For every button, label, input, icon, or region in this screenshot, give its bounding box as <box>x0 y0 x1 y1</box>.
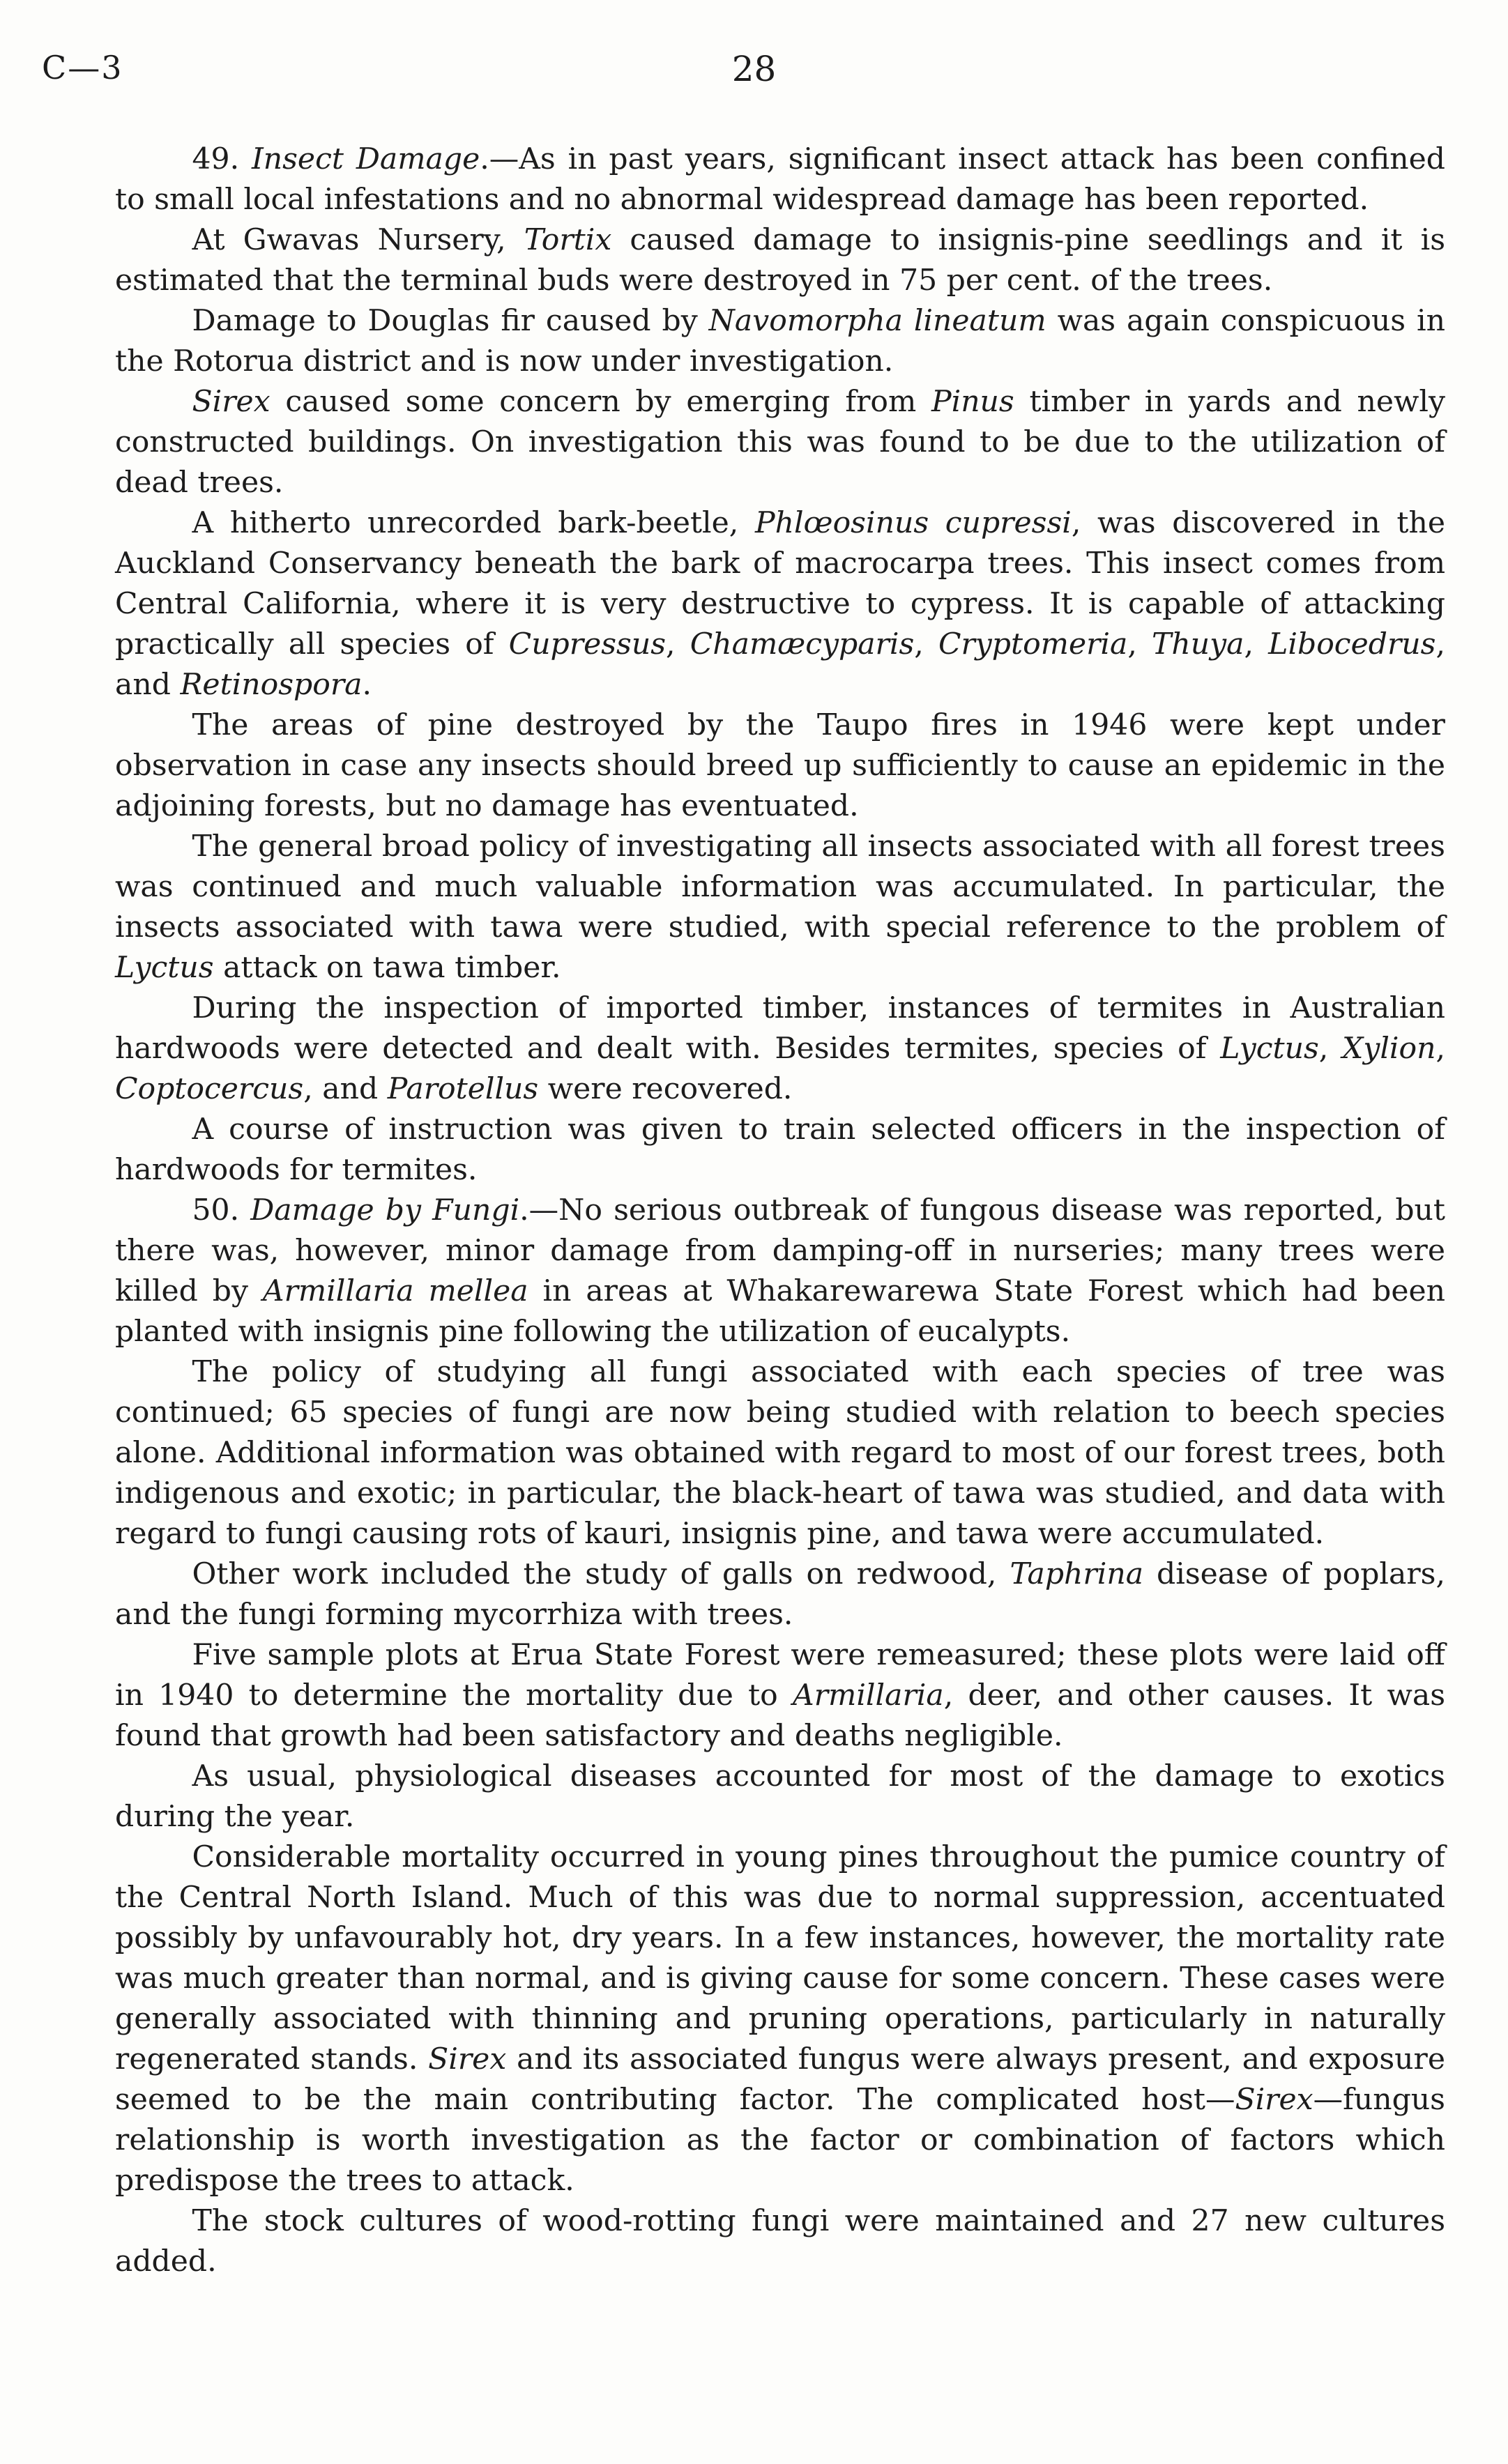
paragraph <box>115 220 1445 301</box>
text-run: were recovered. <box>538 1072 793 1106</box>
italic-term: Retinospora <box>180 668 363 702</box>
text-run: As usual, physiological diseases accounted for most of the damage to exotics during the year. <box>115 1759 1445 1834</box>
text-run: was again conspicuous in the Rotorua district and is now under investigation. <box>115 304 1445 378</box>
paragraph <box>115 1635 1445 1757</box>
paragraph <box>115 988 1445 1110</box>
text-run: timber in yards and newly constructed buildings. On investigation this was found to be due to the utilization of dead trees. <box>115 385 1445 500</box>
text-run: —fungus relationship is worth investigation as the factor or combination of factors which predispose the trees to attack. <box>115 2083 1445 2198</box>
text-run: , <box>914 627 938 661</box>
italic-term: Navomorpha lineatum <box>708 304 1046 338</box>
text-run: , <box>1244 627 1269 661</box>
italic-term: Armillaria mellea <box>262 1274 528 1308</box>
text-run: The general broad policy of investigating all insects associated with all forest trees was continued and much valuable information was accumulated. In particular, the insects associated with tawa were studied, with special reference to the problem of <box>115 829 1445 944</box>
italic-term: Sirex <box>428 2042 507 2076</box>
text-run: .—No serious outbreak of fungous disease was reported, but there was, however, minor damage from damping-off in nurseries; many trees were killed by <box>115 1193 1445 1308</box>
italic-term: Tortix <box>524 223 612 257</box>
paragraph <box>115 1757 1445 1837</box>
text-run: A course of instruction was given to train selected officers in the inspection of hardwoods for termites. <box>115 1112 1445 1187</box>
italic-term: Cupressus <box>508 627 667 661</box>
text-run: caused some concern by emerging from <box>270 385 931 419</box>
italic-term: Chamæcyparis <box>690 627 915 661</box>
italic-term: Damage by Fungi <box>250 1193 520 1227</box>
text-run: caused damage to insignis-pine seedlings and it is estimated that the terminal buds were destroyed in 75 per cent. of the trees. <box>115 223 1446 298</box>
text-run: Five sample plots at Erua State Forest were remeasured; these plots were laid off in 1940 to determine the mortality due to <box>115 1638 1445 1713</box>
text-run: At Gwavas Nursery, <box>192 223 524 257</box>
text-run: , <box>666 627 690 661</box>
italic-term: Sirex <box>192 385 271 419</box>
document-id: C—3 <box>42 49 123 86</box>
text-run: , was discovered in the Auckland Conservancy beneath the bark of macrocarpa trees. This insect comes from Central California, where it is very destructive to cypress. It is capable of attacking practically all species of <box>115 506 1446 661</box>
text-run: , and <box>115 627 1445 702</box>
text-run: .—As in past years, significant insect attack has been confined to small local infestations and no abnormal widespread damage has been reported. <box>115 142 1445 217</box>
italic-term: Xylion <box>1342 1032 1436 1066</box>
body-text <box>115 139 1445 2282</box>
paragraph <box>115 301 1445 382</box>
text-run: The policy of studying all fungi associated with each species of tree was continued; 65 species of fungi are now being studied with relation to beech species alone. Additional information was obtained with regard to most of our forest trees, both indigenous and exotic; in particular, the black-heart of tawa was studied, and data with regard to fungi causing rots of kauri, insignis pine, and tawa were accumulated. <box>115 1355 1445 1551</box>
text-run: in areas at Whakarewarewa State Forest which had been planted with insignis pine following the utilization of eucalypts. <box>115 1274 1445 1349</box>
text-run: , <box>1127 627 1152 661</box>
text-run: , <box>1318 1032 1343 1066</box>
page-header <box>42 49 1466 91</box>
paragraph <box>115 503 1445 705</box>
italic-term: Phlœosinus cupressi <box>755 506 1072 540</box>
text-run: , and <box>303 1072 388 1106</box>
text-run: A hitherto unrecorded bark-beetle, <box>192 506 755 540</box>
text-run: The stock cultures of wood-rotting fungi were maintained and 27 new cultures added. <box>115 2204 1445 2279</box>
text-run: . <box>362 668 372 702</box>
italic-term: Thuya <box>1152 627 1244 661</box>
italic-term: Taphrina <box>1010 1557 1144 1591</box>
italic-term: Coptocercus <box>115 1072 304 1106</box>
italic-term: Lyctus <box>115 951 214 985</box>
paragraph <box>115 139 1445 220</box>
text-run: , <box>1435 1032 1445 1066</box>
text-run: attack on tawa timber. <box>213 951 561 985</box>
text-run: The areas of pine destroyed by the Taupo fires in 1946 were kept under observation in case any insects should breed up sufficiently to cause an epidemic in the adjoining forests, but no damage has eventuated. <box>115 708 1445 823</box>
text-run: Other work included the study of galls on redwood, <box>192 1557 1010 1591</box>
text-run: , deer, and other causes. It was found that growth had been satisfactory and deaths negligible. <box>115 1678 1446 1753</box>
italic-term: Parotellus <box>387 1072 539 1106</box>
italic-term: Armillaria <box>793 1678 944 1713</box>
page-number: 28 <box>731 49 777 89</box>
paragraph <box>115 2201 1445 2282</box>
paragraph <box>115 1110 1445 1191</box>
paragraph <box>115 705 1445 827</box>
text-run: and its associated fungus were always present, and exposure seemed to be the main contributing factor. The complicated host— <box>115 2042 1445 2117</box>
text-run: 50. <box>192 1193 251 1227</box>
paragraph <box>115 1837 1445 2201</box>
text-run: disease of poplars, and the fungi forming mycorrhiza with trees. <box>115 1557 1445 1632</box>
text-run: Considerable mortality occurred in young pines throughout the pumice country of the Central North Island. Much of this was due to normal suppression, accentuated possibly by unfavourably hot, dry years. In a few instances, however, the mortality rate was much greater than normal, and is giving cause for some concern. These cases were generally associated with thinning and pruning operations, particularly in naturally regenerated stands. <box>115 1840 1445 2076</box>
italic-term: Insect Damage <box>251 142 480 176</box>
italic-term: Cryptomeria <box>938 627 1128 661</box>
paragraph <box>115 382 1445 503</box>
paragraph <box>115 1352 1445 1554</box>
text-run: Damage to Douglas fir caused by <box>192 304 709 338</box>
paragraph <box>115 1554 1445 1635</box>
text-run: During the inspection of imported timber, instances of termites in Australian hardwoods were detected and dealt with. Besides termites, species of <box>115 991 1445 1066</box>
italic-term: Lyctus <box>1220 1032 1319 1066</box>
text-run: 49. <box>192 142 252 176</box>
paragraph <box>115 827 1445 988</box>
italic-term: Sirex <box>1235 2083 1313 2117</box>
italic-term: Libocedrus <box>1268 627 1436 661</box>
paragraph <box>115 1191 1445 1352</box>
italic-term: Pinus <box>931 385 1014 419</box>
